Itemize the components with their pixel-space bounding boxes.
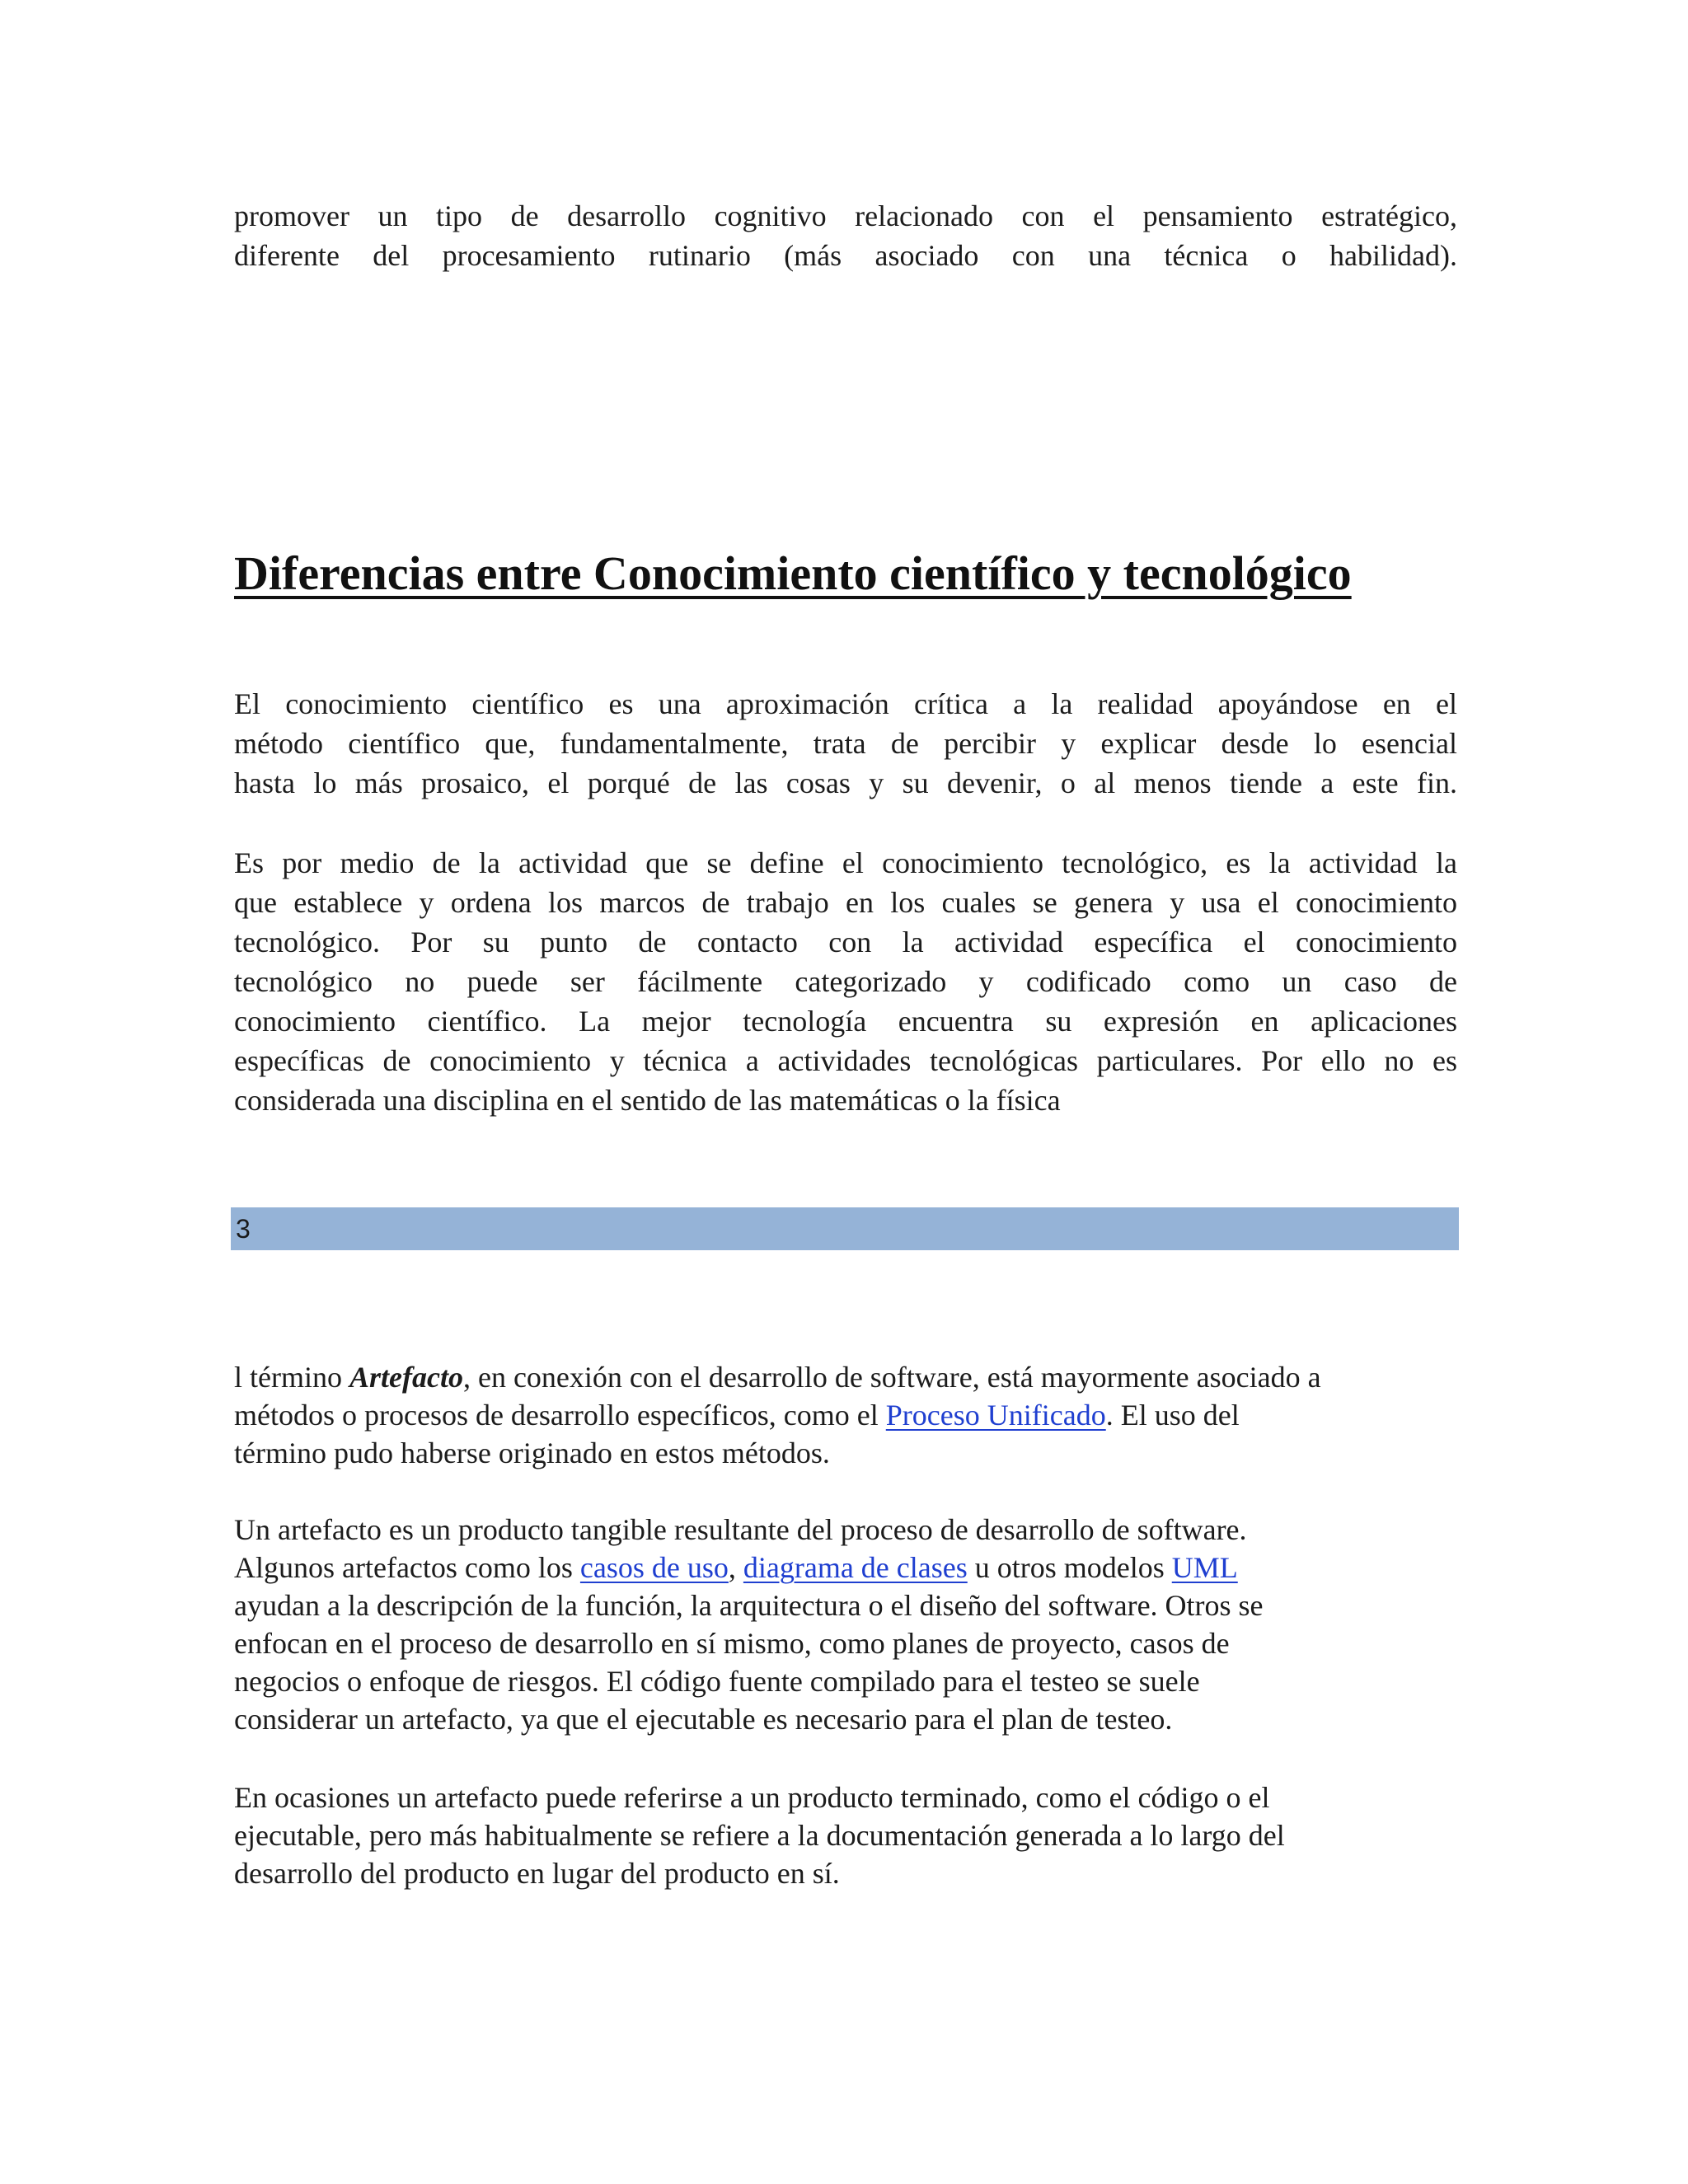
text-line: ejecutable, pero más habitualmente se refiere a la documentación generada a lo largo del: [234, 1819, 1285, 1852]
text-line: negocios o enfoque de riesgos. El código fuente compilado para el testeo se suele: [234, 1665, 1200, 1698]
text-fragment: l término: [234, 1361, 349, 1394]
text-line: tecnológico. Por su punto de contacto con la actividad específica el conocimiento: [234, 926, 1457, 958]
text-line: promover un tipo de desarrollo cognitivo relacionado con el pensamiento estratégico,: [234, 199, 1457, 232]
text-line: específicas de conocimiento y técnica a actividades tecnológicas particulares. Por ello no es: [234, 1044, 1457, 1077]
text-line: tecnológico no puede ser fácilmente categorizado y codificado como un caso de: [234, 965, 1457, 998]
paragraph-scientific-knowledge: [234, 684, 1457, 803]
text-fragment: ,: [728, 1551, 743, 1584]
text-line: En ocasiones un artefacto puede referirse a un producto terminado, como el código o el: [234, 1781, 1270, 1814]
text-line: diferente del procesamiento rutinario (más asociado con una técnica o habilidad).: [234, 239, 1457, 272]
page-number: 3: [236, 1214, 251, 1244]
text-line: [234, 1396, 1457, 1434]
paragraph-artefacto-examples: [234, 1511, 1457, 1738]
section-heading: Diferencias entre Conocimiento científico y tecnológico: [234, 546, 1352, 600]
text-fragment: u otros modelos: [967, 1551, 1172, 1584]
paragraph-artefacto-definition: [234, 1358, 1457, 1472]
intro-paragraph: [234, 196, 1457, 275]
text-fragment: métodos o procesos de desarrollo específicos, como el: [234, 1399, 886, 1432]
text-line: Un artefacto es un producto tangible resultante del proceso de desarrollo de software.: [234, 1513, 1247, 1546]
paragraph-artefacto-documentation: [234, 1779, 1457, 1892]
text-fragment: . El uso del: [1105, 1399, 1240, 1432]
link-casos-de-uso[interactable]: casos de uso: [579, 1551, 729, 1584]
link-diagrama-de-clases[interactable]: diagrama de clases: [743, 1551, 968, 1584]
text-line: El conocimiento científico es una aproximación crítica a la realidad apoyándose en el: [234, 687, 1457, 720]
text-line: considerada una disciplina en el sentido de las matemáticas o la física: [234, 1084, 1061, 1117]
text-line: considerar un artefacto, ya que el ejecutable es necesario para el plan de testeo.: [234, 1703, 1173, 1736]
term-artefacto: Artefacto: [349, 1361, 463, 1394]
text-fragment: Algunos artefactos como los: [234, 1551, 580, 1584]
text-line: [234, 1549, 1457, 1586]
text-line: Es por medio de la actividad que se define el conocimiento tecnológico, es la actividad la: [234, 846, 1457, 879]
text-line: hasta lo más prosaico, el porqué de las cosas y su devenir, o al menos tiende a este fin.: [234, 766, 1457, 799]
link-proceso-unificado[interactable]: Proceso Unificado: [885, 1399, 1106, 1432]
text-line: desarrollo del producto en lugar del producto en sí.: [234, 1857, 840, 1890]
text-line: que establece y ordena los marcos de trabajo en los cuales se genera y usa el conocimiento: [234, 886, 1457, 919]
text-line: método científico que, fundamentalmente, trata de percibir y explicar desde lo esencial: [234, 727, 1457, 760]
text-line: término pudo haberse originado en estos métodos.: [234, 1436, 830, 1469]
page-footer-bar: [231, 1207, 1459, 1250]
text-line: conocimiento científico. La mejor tecnología encuentra su expresión en aplicaciones: [234, 1005, 1457, 1038]
text-fragment: , en conexión con el desarrollo de software, está mayormente asociado a: [462, 1361, 1321, 1394]
text-line: enfocan en el proceso de desarrollo en sí mismo, como planes de proyecto, casos de: [234, 1627, 1230, 1660]
text-line: [234, 1358, 1457, 1396]
paragraph-technological-knowledge: [234, 843, 1457, 1120]
link-uml[interactable]: UML: [1171, 1551, 1238, 1584]
text-line: ayudan a la descripción de la función, la arquitectura o el diseño del software. Otros se: [234, 1589, 1264, 1622]
